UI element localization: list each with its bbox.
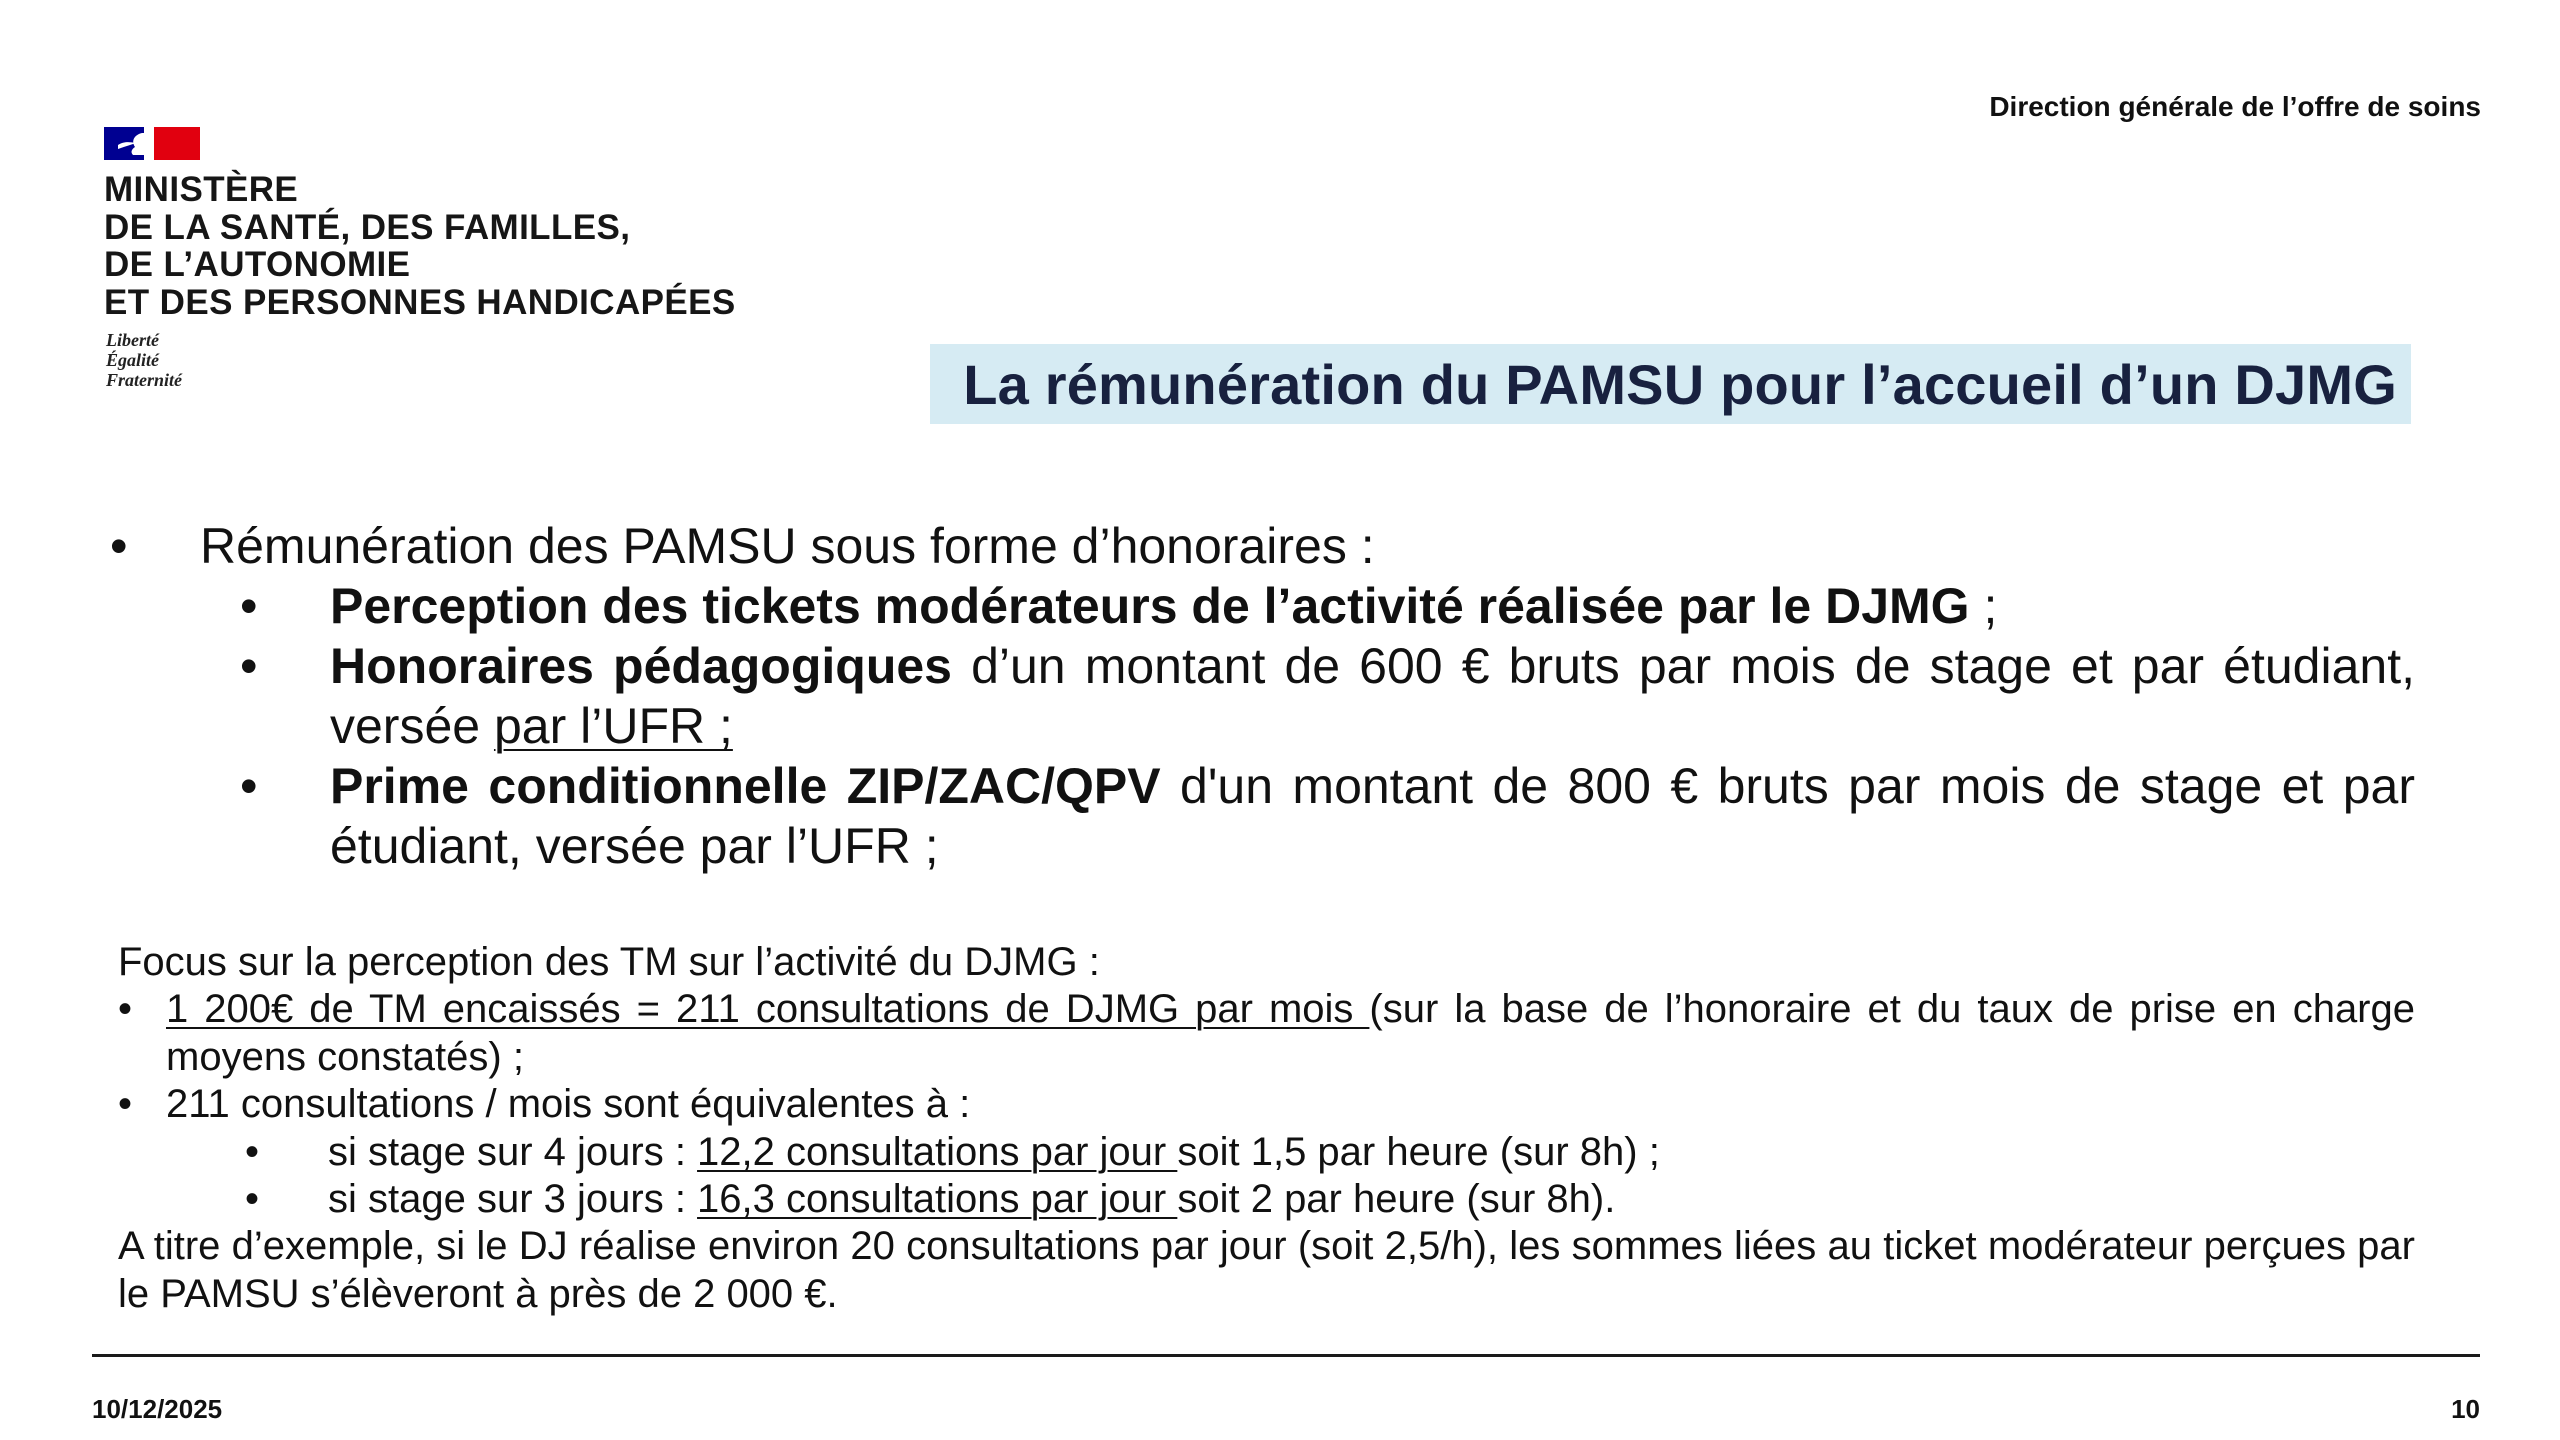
- main-bullet-text: Rémunération des PAMSU sous forme d’honoraires :: [200, 518, 1375, 574]
- bullet-icon: •: [240, 638, 258, 694]
- focus-sub-text: [328, 1176, 2415, 1224]
- motto-line: Égalité: [106, 350, 159, 370]
- slide-title: La rémunération du PAMSU pour l’accueil d’un DJMG: [963, 352, 2397, 416]
- focus-sub-4-days: [245, 1129, 2415, 1177]
- republic-motto: [106, 330, 182, 390]
- example-paragraph: A titre d’exemple, si le DJ réalise environ 20 consultations par jour (soit 2,5/h), les sommes liées au ticket modérateur perçues par le PAMSU s’élèveront à près de 2 000 €.: [118, 1224, 2415, 1316]
- page-number: 10: [2451, 1394, 2480, 1424]
- ministry-line: DE L’AUTONOMIE: [104, 245, 411, 284]
- focus-sub-3-days: [245, 1176, 2415, 1224]
- sub-bullet-text: [330, 636, 2415, 756]
- ministry-line: ET DES PERSONNES HANDICAPÉES: [104, 282, 736, 322]
- slide-title-banner: [930, 344, 2411, 424]
- underlined-text: 1 200€ de TM encaissés = 211 consultations de DJMG par mois: [166, 987, 1370, 1031]
- plain-text: d'un montant de 800 € bruts par mois de stage et par étudiant, versée par l’UFR ;: [330, 758, 2415, 874]
- bullet-icon: •: [245, 1130, 260, 1174]
- plain-text: si stage sur 4 jours :: [328, 1130, 698, 1174]
- plain-text: soit 1,5 par heure (sur 8h) ;: [1177, 1130, 1660, 1174]
- bold-text: Prime conditionnelle ZIP/ZAC/QPV: [330, 758, 1161, 814]
- flag-red-stripe: [154, 127, 200, 160]
- bullet-icon: •: [118, 987, 133, 1031]
- footer-divider: [92, 1354, 2480, 1357]
- focus-item-text: [166, 986, 2415, 1081]
- underlined-text: par l’UFR ;: [493, 698, 733, 754]
- plain-text: ;: [1969, 578, 1998, 634]
- motto-line: Fraternité: [106, 370, 183, 390]
- ministry-name: [104, 171, 804, 321]
- sub-bullet-text: [330, 576, 2415, 636]
- sub-bullet-prime: [240, 756, 2415, 876]
- bold-text: Honoraires pédagogiques: [330, 638, 952, 694]
- bullet-icon: •: [245, 1177, 260, 1221]
- sub-bullet-honoraires: [240, 636, 2415, 756]
- republique-francaise-logo: [104, 127, 200, 160]
- ministry-line: MINISTÈRE: [104, 170, 299, 209]
- bullet-icon: •: [240, 758, 258, 814]
- underlined-text: 12,2 consultations par jour: [697, 1130, 1178, 1174]
- direction-label: Direction générale de l’offre de soins: [1989, 91, 2481, 122]
- plain-text: soit 2 par heure (sur 8h).: [1177, 1177, 1616, 1221]
- ministry-line: DE LA SANTÉ, DES FAMILLES,: [104, 207, 631, 247]
- plain-text: d’un montant de 600 € bruts par mois de stage et par étudiant, versée: [330, 638, 2415, 754]
- focus-item-consultations: [118, 1081, 2415, 1129]
- bullet-icon: •: [118, 1082, 133, 1126]
- focus-item-text: 211 consultations / mois sont équivalentes à :: [166, 1082, 971, 1126]
- focus-item-tm: [118, 986, 2415, 1081]
- bold-text: Perception des tickets modérateurs de l’activité réalisée par le DJMG: [330, 578, 1970, 634]
- focus-heading: Focus sur la perception des TM sur l’activité du DJMG :: [118, 940, 1100, 984]
- sub-bullet-text: [330, 756, 2415, 876]
- bullet-icon: •: [240, 578, 258, 634]
- plain-text: si stage sur 3 jours :: [328, 1177, 698, 1221]
- motto-line: Liberté: [106, 330, 159, 350]
- plain-text: (sur la base de l’honoraire et du taux de prise en charge moyens constatés) ;: [166, 987, 2415, 1079]
- sub-bullet-tickets: [240, 576, 2415, 636]
- underlined-text: 16,3 consultations par jour: [697, 1177, 1178, 1221]
- bullet-icon: •: [110, 518, 128, 574]
- footer-date: 10/12/2025: [92, 1394, 223, 1424]
- focus-sub-text: [328, 1129, 2415, 1177]
